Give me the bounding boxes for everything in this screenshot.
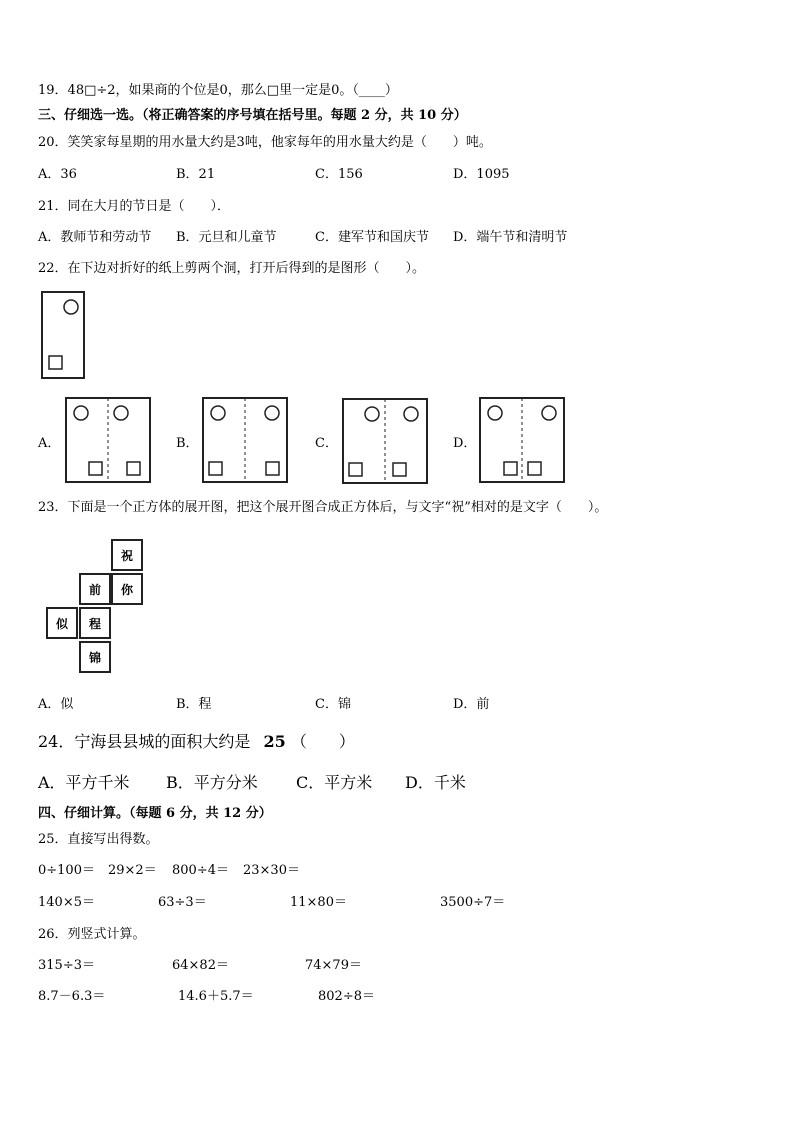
q26-item: 8.7－6.3＝ bbox=[38, 989, 106, 1004]
q20-option-b: B．21 bbox=[176, 167, 216, 182]
question-26: 26．列竖式计算。 bbox=[38, 927, 146, 942]
net-cell-cheng: 程 bbox=[79, 607, 111, 639]
question-20: 20．笑笑家每星期的用水量大约是3吨，他家每年的用水量大约是（ ）吨。 bbox=[38, 135, 492, 150]
q21-option-b: B．元旦和儿童节 bbox=[176, 230, 277, 245]
q20-option-d: D．1095 bbox=[453, 167, 510, 182]
q23-option-c: C．锦 bbox=[315, 697, 351, 712]
question-24 bbox=[38, 732, 355, 752]
q22-label-c: C． bbox=[315, 436, 338, 451]
q24-option-b: B．平方分米 bbox=[166, 773, 258, 792]
q22-figure-d bbox=[478, 396, 566, 484]
question-19: 19．48□÷2，如果商的个位是0，那么□里一定是0。（____） bbox=[38, 83, 398, 98]
net-cell-zhu: 祝 bbox=[111, 539, 143, 571]
q26-item: 14.6＋5.7＝ bbox=[178, 989, 254, 1004]
question-23: 23．下面是一个正方体的展开图，把这个展开图合成正方体后，与文字“祝”相对的是文字（ ）。 bbox=[38, 500, 608, 515]
q24-blank: （ ） bbox=[290, 732, 355, 751]
q26-item: 802÷8＝ bbox=[318, 989, 375, 1004]
q22-label-a: A． bbox=[38, 436, 61, 451]
q23-option-a: A．似 bbox=[38, 697, 74, 712]
q22-figure-b bbox=[201, 396, 289, 484]
q20-option-a: A．36 bbox=[38, 167, 77, 182]
q22-label-b: B． bbox=[176, 436, 199, 451]
q21-option-c: C．建军节和国庆节 bbox=[315, 230, 429, 245]
q25-item: 140×5＝ bbox=[38, 895, 95, 910]
question-21: 21．同在大月的节日是（ ）． bbox=[38, 199, 231, 214]
folded-paper-figure bbox=[40, 290, 88, 380]
section-4-heading: 四、仔细计算。（每题 6 分，共 12 分） bbox=[38, 806, 272, 821]
q24-option-d: D．千米 bbox=[405, 773, 466, 792]
q25-item: 63÷3＝ bbox=[158, 895, 207, 910]
net-cell-jin: 锦 bbox=[79, 641, 111, 673]
q22-figure-a bbox=[64, 396, 152, 484]
q24-option-c: C．平方米 bbox=[296, 773, 373, 792]
q24-number: 25 bbox=[263, 732, 286, 751]
q22-figure-c bbox=[341, 397, 429, 485]
q26-item: 74×79＝ bbox=[305, 958, 362, 973]
q25-item: 11×80＝ bbox=[290, 895, 347, 910]
q24-option-a: A．平方千米 bbox=[38, 773, 130, 792]
net-cell-qian: 前 bbox=[79, 573, 111, 605]
q20-option-c: C．156 bbox=[315, 167, 363, 182]
q25-item: 23×30＝ bbox=[243, 863, 300, 878]
net-cell-ni: 你 bbox=[111, 573, 143, 605]
q21-option-d: D．端午节和清明节 bbox=[453, 230, 568, 245]
question-25: 25．直接写出得数。 bbox=[38, 832, 159, 847]
q26-item: 64×82＝ bbox=[172, 958, 229, 973]
net-cell-si: 似 bbox=[46, 607, 78, 639]
q25-item: 29×2＝ bbox=[108, 863, 157, 878]
question-22: 22．在下边对折好的纸上剪两个洞，打开后得到的是图形（ ）。 bbox=[38, 261, 426, 276]
q25-item: 3500÷7＝ bbox=[440, 895, 506, 910]
q26-item: 315÷3＝ bbox=[38, 958, 95, 973]
section-3-heading: 三、仔细选一选。（将正确答案的序号填在括号里。每题 2 分，共 10 分） bbox=[38, 108, 467, 123]
q24-text: 24．宁海县县城的面积大约是 bbox=[38, 732, 251, 751]
q25-item: 0÷100＝ bbox=[38, 863, 95, 878]
q23-option-d: D．前 bbox=[453, 697, 490, 712]
q25-item: 800÷4＝ bbox=[172, 863, 229, 878]
q23-option-b: B．程 bbox=[176, 697, 212, 712]
q21-option-a: A．教师节和劳动节 bbox=[38, 230, 152, 245]
q22-label-d: D． bbox=[453, 436, 477, 451]
